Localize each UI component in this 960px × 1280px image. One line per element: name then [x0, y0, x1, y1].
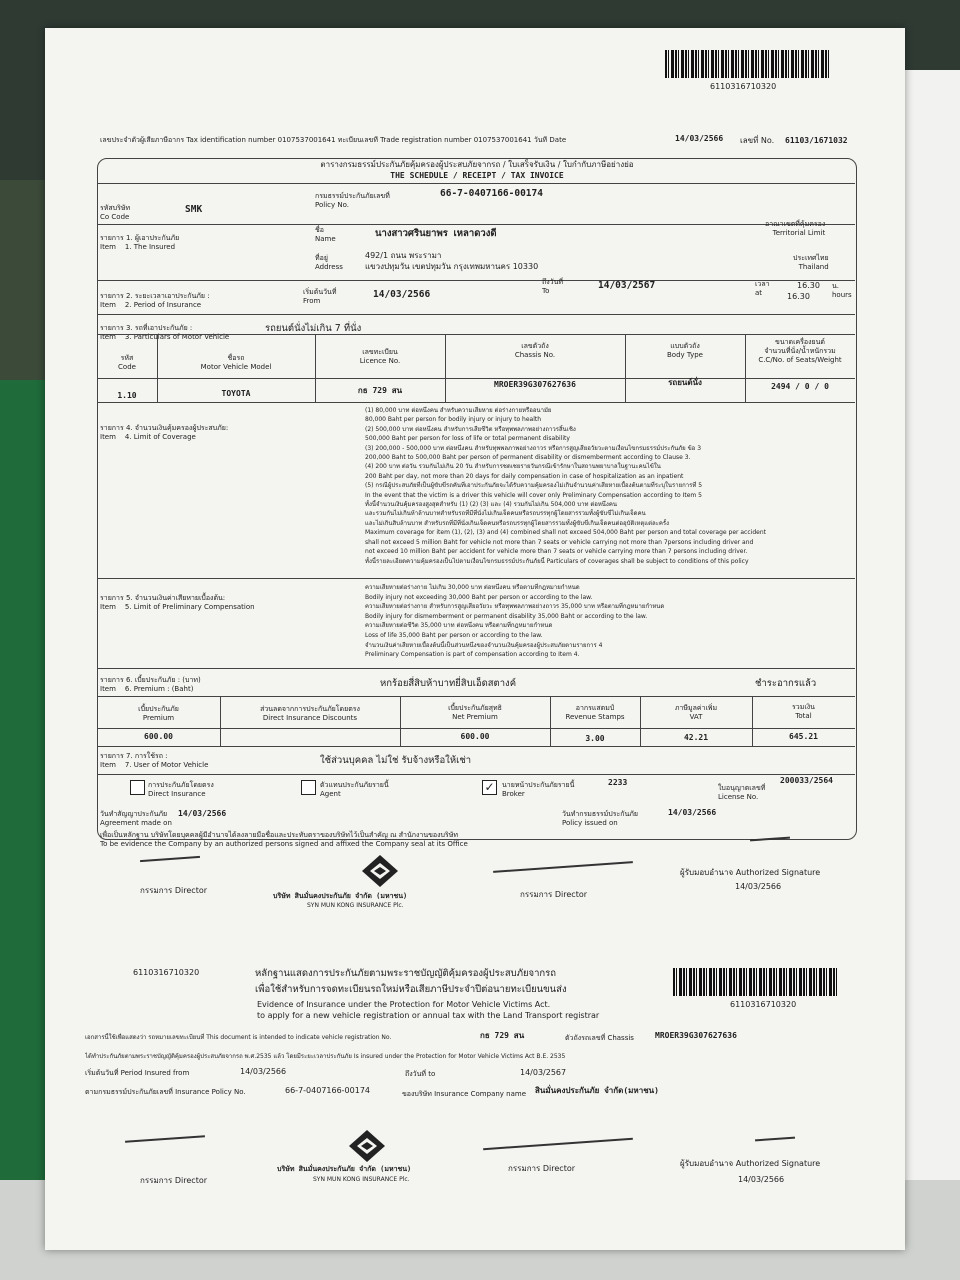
signature-director2-evidence: [483, 1138, 633, 1150]
header-date: 14/03/2566: [675, 134, 724, 143]
authorized-label: ผู้รับมอบอำนาจ Authorized Signature: [680, 868, 821, 877]
coverage-item-label: รายการ 4. จำนวนเงินคุ้มครองผู้ประสบภัย: Item 4. Limit of Coverage: [100, 424, 229, 441]
coverage-line: 200 Baht per day, not more than 20 days for daily compensation in case of hospitalization as an inpatient: [365, 472, 684, 480]
coverage-line: (2) 500,000 บาท ต่อหนึ่งคน สำหรับการเสียชีวิต หรือทุพพลภาพอย่างถาวรสิ้นเชิง: [365, 425, 576, 433]
territory-label: อาณาเขตที่คุ้มครอง Territorial Limit: [765, 220, 826, 237]
period-unit: น. hours: [832, 282, 852, 299]
broker-label: นายหน้าประกันภัยรายนี้ Broker: [502, 781, 575, 798]
broker-checkbox[interactable]: ✓: [482, 780, 497, 795]
evidence-company: สินมั่นคงประกันภัย จำกัด(มหาชน): [535, 1086, 659, 1095]
premium-value: 600.00: [144, 732, 173, 741]
header-no: 61103/1671032: [785, 136, 848, 145]
divider: [97, 402, 855, 403]
divider: [97, 578, 855, 579]
divider: [97, 774, 855, 775]
evidence-director2-label: กรรมการ Director: [508, 1164, 576, 1173]
evidence-authorized-label: ผู้รับมอบอำนาจ Authorized Signature: [680, 1159, 821, 1168]
signature-director1-evidence: [125, 1135, 205, 1143]
coverage-line: และรวมกันไม่เกินห้าล้านบาทสำหรับรถที่มีที่นั่งไม่เกินเจ็ดคนหรือรถบรรทุกผู้โดยสารรวมทั้งผู้ขับขี่ไม่เกินเจ็ดคน: [365, 510, 646, 518]
coverage-line: (1) 80,000 บาท ต่อหนึ่งคน สำหรับความเสียหาย ต่อร่างกายหรืออนามัย: [365, 407, 552, 414]
premium-header: ส่วนลดจากการประกันภัยโดยตรง Direct Insurance Discounts: [260, 705, 360, 722]
signature-authorized-evidence: [755, 1137, 795, 1142]
issued-label: วันทำกรมธรรม์ประกันภัย Policy issued on: [562, 810, 638, 827]
divider: [97, 183, 855, 184]
vehicle-model: TOYOTA: [221, 389, 251, 398]
tax-id-line: เลขประจำตัวผู้เสียภาษีอากร Tax identification number 0107537001641 ทะเบียนเลขที่ Trade registration number 0107537001641 วันที่ Date: [100, 136, 567, 144]
vehicle-item-label: รายการ 3. รถที่เอาประกันภัย : Item 3. Particulars of Motor Vehicle: [100, 324, 230, 341]
prelim-line: Loss of life 35,000 Baht per person or according to the law.: [365, 631, 543, 639]
territory-value: ประเทศไทย Thailand: [793, 254, 829, 271]
vehicle-header-chassis: เลขตัวถัง Chassis No.: [514, 342, 556, 359]
schedule-title-th: ตารางกรมธรรม์ประกันภัยคุ้มครองผู้ประสบภัยจากรถ / ใบเสร็จรับเงิน / ใบกำกับภาษีอย่างย่อ: [320, 160, 634, 169]
evidence-title-th2: เพื่อใช้สำหรับการจดทะเบียนรถใหม่หรือเสียภาษีประจำปีต่อนายทะเบียนขนส่ง: [255, 984, 567, 995]
evidence-title-en1: Evidence of Insurance under the Protection for Motor Vehicle Victims Act.: [257, 1000, 551, 1009]
evidence-statement: เพื่อเป็นหลักฐาน บริษัทโดยบุคคลผู้มีอำนาจได้ลงลายมือชื่อและประทับตราของบริษัทไว้เป็นสำคัญ ณ สำนักงานของบริษัท To be evidence the Company by an authorized persons signed and affixed the Company seal at its Office: [100, 831, 468, 848]
insured-addr-label: ที่อยู่ Address: [315, 254, 343, 271]
insured-name: นางสาวศรินยาพร เหลาดวงดี: [375, 228, 497, 239]
prelim-line: ความเสียหายต่อร่างกาย สำหรับการสูญเสียอวัยวะ หรือทุพพลภาพอย่างถาวร 35,000 บาท หรือตามที่กฎหมายกำหนด: [365, 603, 665, 611]
coverage-line: ทั้งนี้จำนวนเงินคุ้มครองสูงสุดสำหรับ (1) (2) (3) และ (4) รวมกันไม่เกิน 504,000 บาท ต่อหนึ่งคน: [365, 501, 617, 509]
vat-value: 42.21: [683, 733, 709, 742]
evidence-chassis: MROER39G307627636: [655, 1031, 737, 1040]
coverage-line: shall not exceed 5 million Baht for vehicle not more than 7 seats or vehicle carrying not more than 7persons including driver and: [365, 538, 754, 546]
evidence-from: 14/03/2566: [240, 1067, 287, 1076]
policy-label: กรมธรรม์ประกันภัยเลขที่ Policy No.: [315, 192, 390, 209]
agreement-label: วันทำสัญญาประกันภัย Agreement made on: [100, 810, 172, 827]
barcode-top: [665, 50, 830, 78]
period-time-to: 16.30: [787, 292, 810, 301]
company-name-th: บริษัท สินมั่นคงประกันภัย จำกัด (มหาชน): [273, 892, 408, 900]
user-item-label: รายการ 7. การใช้รถ : Item 7. User of Motor Vehicle: [100, 752, 209, 769]
stamps-value: 3.00: [585, 734, 605, 743]
signature-director1: [140, 856, 200, 862]
vehicle-header-licence: เลขทะเบียน Licence No.: [359, 348, 401, 365]
coverage-line: not exceed 10 million Baht per accident for vehicle more than 7 seats or vehicle carrying more than 7 persons including driver.: [365, 548, 748, 556]
evidence-to-label: ถึงวันที่ to: [405, 1070, 436, 1078]
period-time-from: 16.30: [797, 281, 820, 290]
premium-item-label: รายการ 6. เบี้ยประกันภัย : (บาท) Item 6. Premium : (Baht): [100, 676, 201, 693]
period-time-label: เวลา at: [755, 280, 770, 297]
period-item-label: รายการ 2. ระยะเวลาเอาประกันภัย : Item 2. Period of Insurance: [100, 292, 210, 309]
evidence-to: 14/03/2567: [520, 1068, 567, 1077]
premium-text: หกร้อยสี่สิบห้าบาทยี่สิบเอ็ดสตางค์: [380, 678, 517, 689]
evidence-reg: กธ 729 สน: [480, 1031, 525, 1040]
evidence-company-th: บริษัท สินมั่นคงประกันภัย จำกัด (มหาชน): [277, 1165, 412, 1173]
policy-value: 66-7-0407166-00174: [440, 188, 543, 199]
evidence-reg-label: เอกสารนี้ใช้เพื่อแสดงว่า รถหมายเลขทะเบียนที่ This document is intended to indicate vehicle registration No.: [85, 1034, 392, 1041]
coverage-line: In the event that the victim is a driver this vehicle will cover only Preliminary Compensation according to Item 5: [365, 491, 702, 499]
insured-addr2: แขวงปทุมวัน เขตปทุมวัน กรุงเทพมหานคร 10330: [365, 262, 539, 271]
evidence-company-label: ของบริษัท Insurance Company name: [402, 1090, 527, 1098]
insured-item-label: รายการ 1. ผู้เอาประกันภัย Item 1. The Insured: [100, 234, 180, 251]
vehicle-header-cc: ขนาดเครื่องยนต์ จำนวนที่นั่ง/น้ำหนักรวม C.C/No. of Seats/Weight: [758, 338, 842, 364]
insured-addr1: 492/1 ถนน พระรามา: [365, 251, 442, 260]
prelim-item-label: รายการ 5. จำนวนเงินค่าเสียหายเบื้องต้น: Item 5. Limit of Preliminary Compensation: [100, 594, 255, 611]
header-no-label: เลขที่ No.: [740, 136, 775, 145]
period-to-label: ถึงวันที่ To: [542, 278, 563, 295]
evidence-director1-label: กรรมการ Director: [140, 1176, 208, 1185]
vehicle-header-body: แบบตัวถัง Body Type: [667, 342, 703, 359]
period-to: 14/03/2567: [598, 280, 656, 291]
premium-header: เบี้ยประกันภัยสุทธิ Net Premium: [448, 704, 502, 721]
evidence-doc-number: 6110316710320: [133, 968, 200, 977]
agreement-date: 14/03/2566: [178, 809, 227, 818]
evidence-policy-label: ตามกรมธรรม์ประกันภัยเลขที่ Insurance Policy No.: [85, 1088, 246, 1096]
prelim-line: Bodily injury not exceeding 30,000 Baht per person or according to the law.: [365, 593, 593, 601]
coverage-line: 200,000 Baht to 500,000 Baht per person of permanent disability or dismemberment according to Clause 3.: [365, 454, 691, 462]
evidence-title-en2: to apply for a new vehicle registration or annual tax with the Land Transport registrar: [257, 1011, 600, 1020]
evidence-company-en: SYN MUN KONG INSURANCE Plc.: [313, 1176, 410, 1183]
evidence-policy: 66-7-0407166-00174: [285, 1086, 371, 1095]
divider: [97, 746, 855, 747]
premium-header: เบี้ยประกันภัย Premium: [138, 705, 179, 722]
insured-name-label: ชื่อ Name: [315, 226, 336, 243]
evidence-chassis-label: ตัวถังรถเลขที่ Chassis: [565, 1034, 634, 1042]
divider: [97, 314, 855, 315]
evidence-title-th1: หลักฐานแสดงการประกันภัยตามพระราชบัญญัติคุ้มครองผู้ประสบภัยจากรถ: [255, 968, 557, 979]
doc-number-top: 6110316710320: [710, 82, 777, 91]
signature-director2: [493, 861, 633, 873]
period-from: 14/03/2566: [373, 289, 431, 300]
divider: [97, 696, 855, 697]
prelim-line: จำนวนเงินค่าเสียหายเบื้องต้นนี้เป็นส่วนหนึ่งของจำนวนเงินคุ้มครองผู้ประสบภัยตามรายการ 4: [365, 641, 603, 649]
divider: [97, 280, 855, 281]
evidence-act-line: ได้ทำประกันภัยตามพระราชบัญญัติคุ้มครองผู้ประสบภัยจากรถ พ.ศ.2535 แล้ว โดยมีระยะเวลาประกันภัย Is insured under the Protection for Motor Vehicle Victims Act B.E. 2535: [85, 1053, 566, 1060]
evidence-from-label: เริ่มต้นวันที่ Period Insured from: [85, 1069, 190, 1077]
prelim-line: ความเสียหายต่อร่างกาย ไม่เกิน 30,000 บาท ต่อหนึ่งคน หรือตามที่กฎหมายกำหนด: [365, 584, 580, 591]
total-value: 645.21: [789, 732, 818, 741]
barcode-evidence: [673, 968, 838, 996]
vehicle-cc: 2494 / 0 / 0: [771, 382, 829, 391]
coverage-line: ทั้งนี้รายละเอียดความคุ้มครองเป็นไปตามเงื่อนไขกรมธรรม์ประกันภัยนี้ Particulars of coverages shall be subject to conditions of this policy: [365, 557, 749, 565]
coverage-line: (3) 200,000 - 500,000 บาท ต่อหนึ่งคน สำหรับทุพพลภาพอย่างถาวร หรือการสูญเสียอวัยวะตามเงื่อนไขกรมธรรม์ประกันภัย ข้อ 3: [365, 444, 702, 452]
premium-header: ภาษีมูลค่าเพิ่ม VAT: [674, 704, 718, 721]
divider: [97, 224, 855, 225]
coverage-line: และไม่เกินสิบล้านบาท สำหรับรถที่มีที่นั่งเกินเจ็ดคนหรือรถบรรทุกผู้โดยสารรวมทั้งผู้ขับขี่เกินเจ็ดคนต่ออุบัติเหตุแต่ละครั้ง: [365, 519, 670, 527]
coverage-line: 80,000 Baht per person for bodily injury or injury to health: [365, 416, 542, 424]
coverage-text: [365, 406, 853, 566]
divider: [97, 334, 855, 335]
premium-stamp: ชำระอากรแล้ว: [755, 678, 817, 689]
schedule-title-en: THE SCHEDULE / RECEIPT / TAX INVOICE: [390, 171, 564, 180]
vehicle-header-model: ชื่อรถ Motor Vehicle Model: [200, 354, 272, 371]
user-value: ใช้ส่วนบุคคล ไม่ใช่ รับจ้างหรือให้เช่า: [320, 755, 472, 766]
authorized-date: 14/03/2566: [735, 882, 782, 891]
vehicle-code: 1.10: [117, 391, 137, 400]
license-label: ใบอนุญาตเลขที่ License No.: [718, 784, 766, 801]
premium-header: รวมเงิน Total: [792, 703, 815, 720]
coverage-line: (4) 200 บาท ต่อวัน รวมกันไม่เกิน 20 วัน สำหรับการชดเชยรายวันกรณีเข้ารักษาในสถานพยาบาลในฐานะคนไข้ใน: [365, 463, 661, 471]
vehicle-body: รถยนต์นั่ง: [668, 378, 702, 387]
director1-label: กรรมการ Director: [140, 886, 208, 895]
co-code-label: รหัสบริษัท Co Code: [100, 204, 131, 221]
coverage-line: 500,000 Baht per person for loss of life or total permanent disability: [365, 435, 570, 443]
insurance-document: [45, 28, 905, 1250]
company-name-en: SYN MUN KONG INSURANCE Plc.: [307, 902, 404, 909]
table-divider: [97, 728, 855, 729]
divider: [97, 668, 855, 669]
co-code-value: SMK: [185, 204, 203, 215]
evidence-doc-number-right: 6110316710320: [730, 1000, 797, 1009]
issued-date: 14/03/2566: [668, 808, 717, 817]
vehicle-type-desc: รถยนต์นั่งไม่เกิน 7 ที่นั่ง: [265, 323, 362, 334]
coverage-line: (5) กรณีผู้ประสบภัยที่เป็นผู้ขับขี่รถคันที่เอาประกันภัยจะได้รับความคุ้มครองไม่เกินจำนวนค่าเสียหายเบื้องต้นตามที่ระบุในรายการที่ 5: [365, 482, 703, 490]
director2-label: กรรมการ Director: [520, 890, 588, 899]
period-from-label: เริ่มต้นวันที่ From: [303, 288, 337, 305]
agent-label: ตัวแทนประกันภัยรายนี้ Agent: [320, 781, 389, 798]
company-logo: [360, 853, 400, 893]
vehicle-licence: กธ 729 สน: [357, 386, 403, 395]
broker-number: 2233: [608, 778, 628, 787]
coverage-line: Maximum coverage for item (1), (2), (3) and (4) combined shall not exceed 504,000 Baht per person and total coverage per accident: [365, 529, 766, 537]
vehicle-chassis: MROER39G307627636: [494, 380, 576, 389]
prelim-line: Bodily injury for dismemberment or permanent disability 35,000 Baht or according to the law.: [365, 612, 648, 620]
license-number: 200033/2564: [780, 776, 833, 785]
prelim-text: [365, 583, 853, 660]
premium-header: อากรแสตมป์ Revenue Stamps: [565, 704, 625, 721]
prelim-line: Preliminary Compensation is part of compensation according to Item 4.: [365, 651, 580, 659]
direct-label: การประกันภัยโดยตรง Direct Insurance: [148, 781, 214, 798]
agent-checkbox[interactable]: [301, 780, 316, 795]
prelim-line: ความเสียหายต่อชีวิต 35,000 บาท ต่อหนึ่งคน หรือตามที่กฎหมายกำหนด: [365, 622, 553, 630]
net-premium-value: 600.00: [460, 732, 490, 741]
company-logo-evidence: [347, 1128, 387, 1168]
evidence-authorized-date: 14/03/2566: [738, 1175, 785, 1184]
vehicle-header-code: รหัส Code: [118, 354, 136, 371]
direct-checkbox[interactable]: [130, 780, 145, 795]
